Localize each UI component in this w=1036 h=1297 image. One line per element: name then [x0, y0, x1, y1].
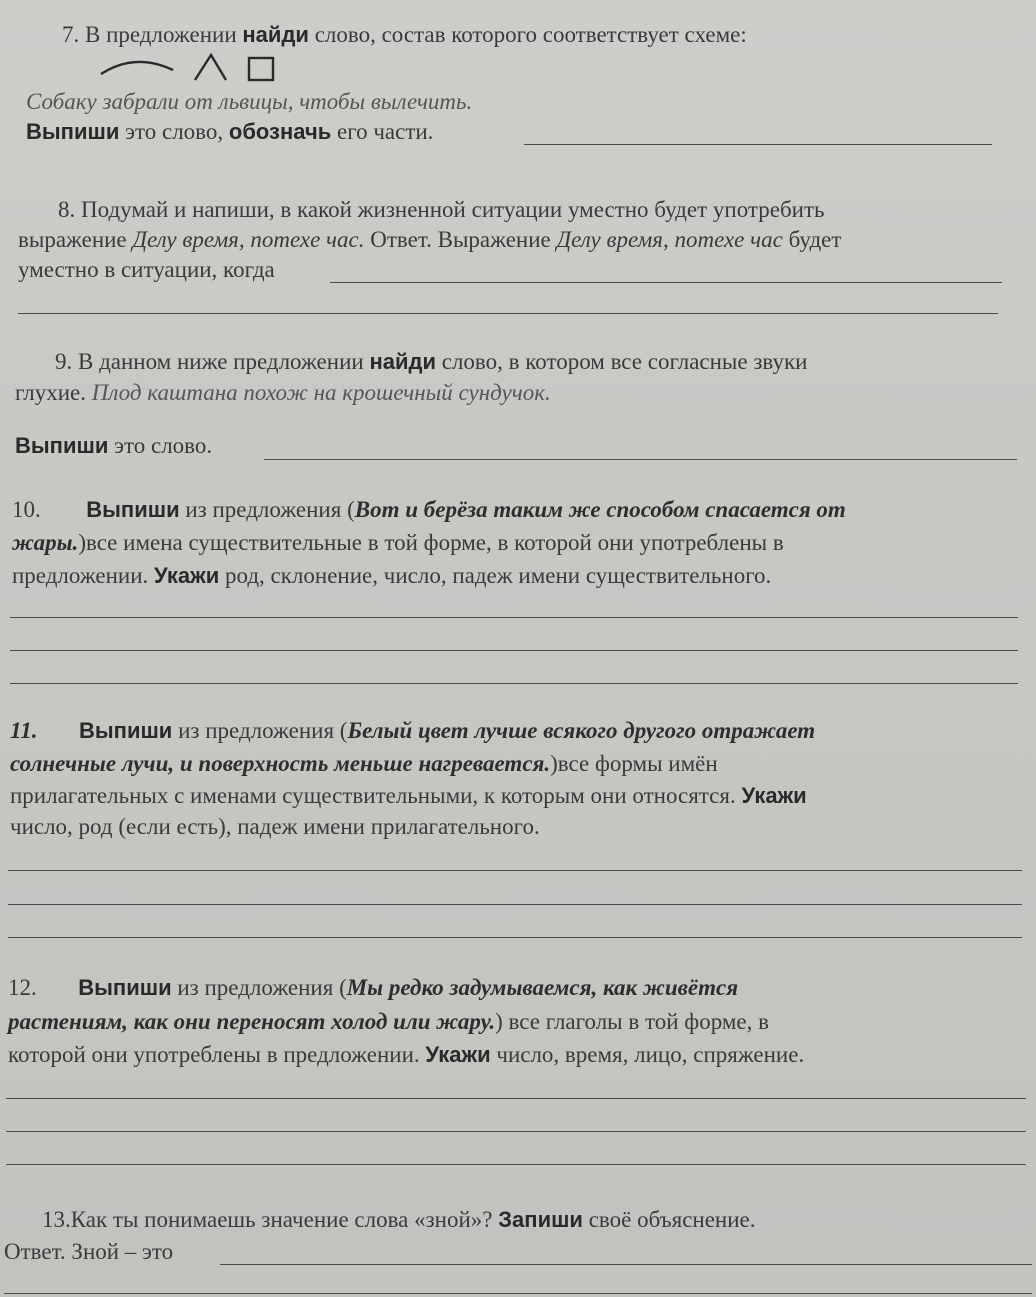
- q12-text: из предложения (: [177, 975, 347, 1000]
- q7-keyword-find: найди: [242, 22, 309, 47]
- q7-text: его части.: [337, 119, 434, 144]
- q9-answer-line[interactable]: [264, 459, 1017, 460]
- q7-number: 7.: [62, 22, 80, 47]
- q10-answer-line-3[interactable]: [10, 683, 1018, 684]
- q10-text: род, склонение, число, падеж имени существительного.: [225, 563, 772, 588]
- q10-sentence: жары.: [12, 530, 79, 555]
- q13-answer-line-1[interactable]: [220, 1264, 1032, 1265]
- q12-text: ) все глаголы в той форме, в: [495, 1009, 769, 1034]
- q8-answer-line-2[interactable]: [18, 313, 998, 314]
- q10-text: из предложения (: [185, 497, 355, 522]
- q9-line3: [15, 431, 212, 461]
- q8-text: выражение: [18, 227, 127, 252]
- q7-text: В предложении: [85, 22, 237, 47]
- q7-sentence: Собаку забрали от львицы, чтобы вылечить.: [26, 89, 473, 114]
- q11-line1: [10, 716, 815, 746]
- q11-line3: [10, 781, 807, 811]
- q13-answer-line-2[interactable]: [4, 1293, 1032, 1294]
- q11-text: прилагательных с именами существительными, к которым они относятся.: [10, 783, 736, 808]
- q10-text: )все имена существительные в той форме, в которой они употреблены в: [78, 530, 784, 555]
- q11-keyword-write: Выпиши: [78, 718, 173, 743]
- q13-line2: Ответ. Зной – это: [4, 1239, 174, 1264]
- q9-keyword-write: Выпиши: [15, 433, 109, 458]
- q13-text: своё объяснение.: [588, 1207, 756, 1232]
- q9-text: слово, в котором все согласные звуки: [441, 349, 808, 374]
- q8-line1: 8. Подумай и напиши, в какой жизненной ситуации уместно будет употребить: [58, 197, 825, 222]
- q8-answer-line-1[interactable]: [330, 282, 1002, 283]
- q10-line3: [12, 561, 771, 591]
- q12-number: 12.: [8, 975, 37, 1000]
- root-arc-icon: [101, 62, 173, 74]
- q9-text: глухие.: [15, 380, 87, 405]
- q10-keyword-indicate: Укажи: [154, 563, 220, 588]
- q12-line3: [8, 1040, 804, 1070]
- q13-text: 13.Как ты понимаешь значение слова «зной»?: [42, 1207, 493, 1232]
- ending-square-icon: [249, 58, 273, 80]
- q13-keyword-write: Запиши: [498, 1207, 583, 1232]
- q11-text: )все формы имён: [550, 751, 718, 776]
- q8-idiom: Делу время, потехе час.: [132, 227, 365, 252]
- q11-keyword-indicate: Укажи: [741, 783, 807, 808]
- q12-text: которой они употреблены в предложении.: [8, 1042, 420, 1067]
- q9-keyword-find: найди: [369, 349, 436, 374]
- q7-line1: [62, 20, 747, 50]
- q12-sentence: растениям, как они переносят холод или жару.: [8, 1009, 496, 1034]
- q12-keyword-write: Выпиши: [78, 975, 172, 1000]
- q12-answer-line-2[interactable]: [6, 1131, 1026, 1132]
- q10-line2: [12, 528, 784, 558]
- q9-text: 9. В данном ниже предложении: [55, 349, 364, 374]
- q10-answer-line-1[interactable]: [10, 617, 1018, 618]
- suffix-caret-icon: [195, 55, 226, 80]
- q7-text: слово, состав которого соответствует схеме:: [314, 22, 747, 47]
- q9-sentence: Плод каштана похож на крошечный сундучок.: [91, 380, 551, 405]
- q10-number: 10.: [12, 497, 41, 522]
- q10-text: предложении.: [12, 563, 149, 588]
- q11-sentence: Белый цвет лучше всякого другого отражает: [347, 718, 816, 743]
- q8-text: Ответ. Выражение: [370, 227, 551, 252]
- q13-line1: [42, 1205, 756, 1235]
- q12-line1: [8, 973, 738, 1003]
- q7-line3: [26, 117, 433, 147]
- q11-answer-line-3[interactable]: [8, 937, 1022, 938]
- q11-answer-line-1[interactable]: [8, 870, 1022, 871]
- q7-text: это слово,: [125, 119, 224, 144]
- word-scheme-diagram: [95, 50, 285, 86]
- q8-line3: уместно в ситуации, когда: [18, 257, 275, 282]
- q10-keyword-write: Выпиши: [86, 497, 180, 522]
- q11-text: из предложения (: [178, 718, 348, 743]
- q10-answer-line-2[interactable]: [10, 650, 1018, 651]
- q12-keyword-indicate: Укажи: [425, 1042, 491, 1067]
- q7-answer-line[interactable]: [524, 144, 992, 145]
- q7-keyword-mark: обозначь: [228, 119, 332, 144]
- q9-line1: [55, 347, 807, 377]
- q10-line1: [12, 495, 846, 525]
- q12-sentence: Мы редко задумываемся, как живётся: [346, 975, 739, 1000]
- q11-sentence: солнечные лучи, и поверхность меньше нагревается.: [10, 751, 551, 776]
- q12-answer-line-1[interactable]: [6, 1098, 1026, 1099]
- q11-answer-line-2[interactable]: [8, 904, 1022, 905]
- q12-line2: [8, 1007, 769, 1037]
- q8-idiom: Делу время, потехе час: [556, 227, 783, 252]
- q12-text: число, время, лицо, спряжение.: [496, 1042, 805, 1067]
- q11-number: 11.: [10, 718, 38, 743]
- q11-line2: [10, 749, 718, 779]
- q9-line2: [15, 378, 551, 408]
- q8-line2: [18, 225, 841, 255]
- q10-sentence: Вот и берёза таким же способом спасается от: [354, 497, 846, 522]
- q7-keyword-write: Выпиши: [26, 119, 120, 144]
- q9-text: это слово.: [114, 433, 213, 458]
- q12-answer-line-3[interactable]: [6, 1164, 1026, 1165]
- q8-text: будет: [788, 227, 842, 252]
- q11-line4: число, род (если есть), падеж имени прилагательного.: [10, 814, 540, 839]
